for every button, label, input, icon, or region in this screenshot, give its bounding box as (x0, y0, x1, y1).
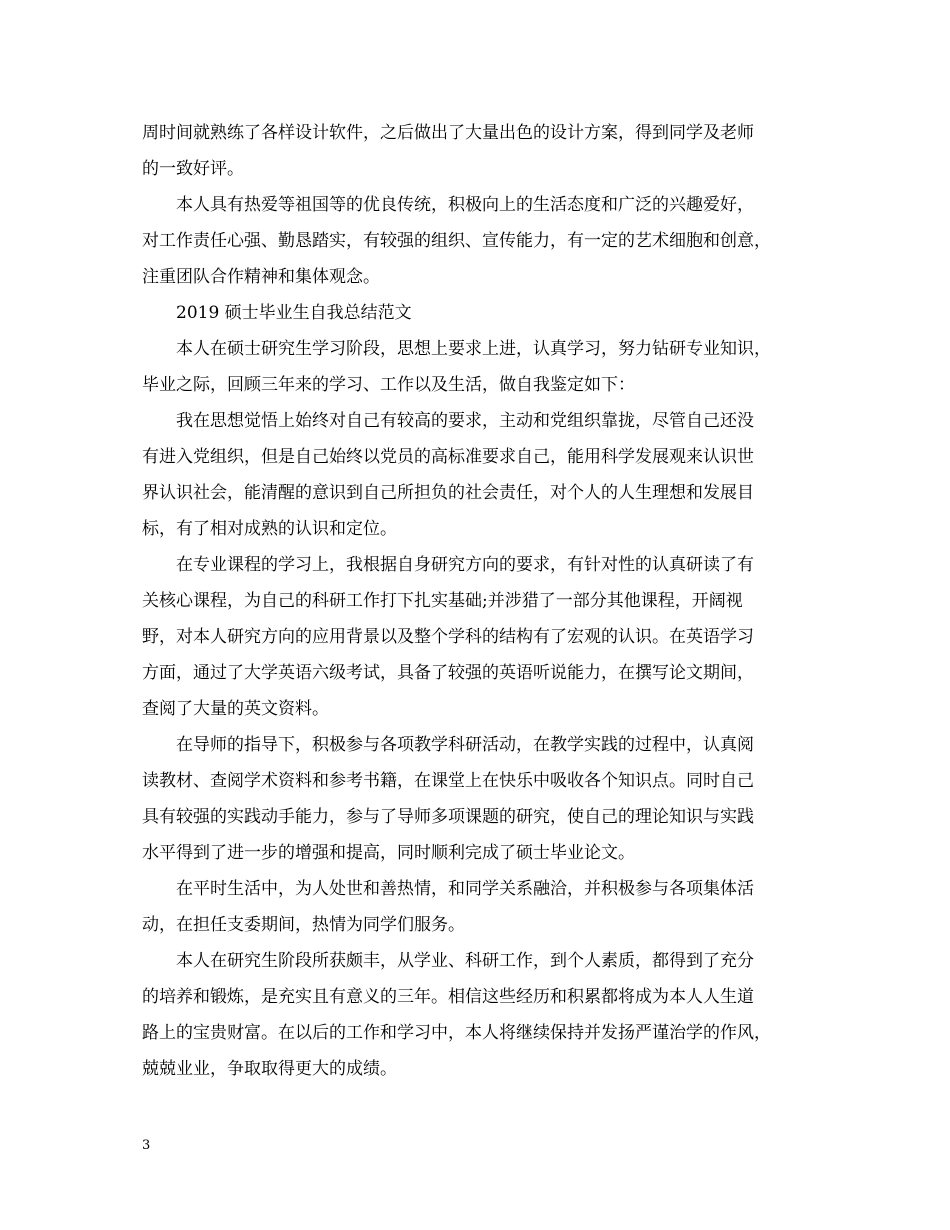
body-text-line: 具有较强的实践动手能力，参与了导师多项课题的研究，使自己的理论知识与实践 (142, 807, 754, 827)
body-text-line: 本人具有热爱等祖国等的优良传统，积极向上的生活态度和广泛的兴趣爱好， (176, 195, 754, 215)
body-text-line: 关核心课程，为自己的科研工作打下扎实基础;并涉猎了一部分其他课程，开阔视 (142, 591, 743, 611)
body-text-line: 注重团队合作精神和集体观念。 (142, 267, 380, 287)
body-text-line: 读教材、查阅学术资料和参考书籍，在课堂上在快乐中吸收各个知识点。同时自己 (142, 771, 754, 791)
body-text-line: 动，在担任支委期间，热情为同学们服务。 (142, 915, 465, 935)
body-text-line: 在导师的指导下，积极参与各项教学科研活动，在教学实践的过程中，认真阅 (176, 735, 754, 755)
body-text-line: 的一致好评。 (142, 159, 244, 179)
section-heading: 2019 硕士毕业生自我总结范文 (176, 303, 412, 323)
body-text-line: 查阅了大量的英文资料。 (142, 699, 329, 719)
body-text-line: 兢兢业业，争取取得更大的成绩。 (142, 1059, 397, 1079)
page-number: 3 (142, 1138, 151, 1153)
body-text-line: 路上的宝贵财富。在以后的工作和学习中，本人将继续保持并发扬严谨治学的作风， (142, 1023, 771, 1043)
body-text-line: 在专业课程的学习上，我根据自身研究方向的要求，有针对性的认真研读了有 (176, 555, 754, 575)
body-text-line: 野，对本人研究方向的应用背景以及整个学科的结构有了宏观的认识。在英语学习 (142, 627, 754, 647)
body-text-line: 方面，通过了大学英语六级考试，具备了较强的英语听说能力，在撰写论文期间， (142, 663, 754, 683)
body-text-line: 本人在硕士研究生学习阶段，思想上要求上进，认真学习，努力钻研专业知识， (176, 339, 771, 359)
body-text-line: 界认识社会，能清醒的意识到自己所担负的社会责任，对个人的人生理想和发展目 (142, 483, 754, 503)
body-text-line: 本人在研究生阶段所获颇丰，从学业、科研工作，到个人素质，都得到了充分 (176, 951, 754, 971)
body-text-line: 的培养和锻炼，是充实且有意义的三年。相信这些经历和积累都将成为本人人生道 (142, 987, 754, 1007)
body-text-line: 有进入党组织，但是自己始终以党员的高标准要求自己，能用科学发展观来认识世 (142, 447, 754, 467)
body-text-line: 水平得到了进一步的增强和提高，同时顺利完成了硕士毕业论文。 (142, 843, 635, 863)
body-text-line: 在平时生活中，为人处世和善热情，和同学关系融洽，并积极参与各项集体活 (176, 879, 754, 899)
body-text-line: 周时间就熟练了各样设计软件，之后做出了大量出色的设计方案，得到同学及老师 (142, 123, 754, 143)
body-text-line: 对工作责任心强、勤恳踏实，有较强的组织、宣传能力，有一定的艺术细胞和创意， (142, 231, 771, 251)
body-text-line: 毕业之际，回顾三年来的学习、工作以及生活，做自我鉴定如下： (142, 375, 635, 395)
body-text-line: 标，有了相对成熟的认识和定位。 (142, 519, 397, 539)
body-text-line: 我在思想觉悟上始终对自己有较高的要求，主动和党组织靠拢，尽管自己还没 (176, 411, 754, 431)
